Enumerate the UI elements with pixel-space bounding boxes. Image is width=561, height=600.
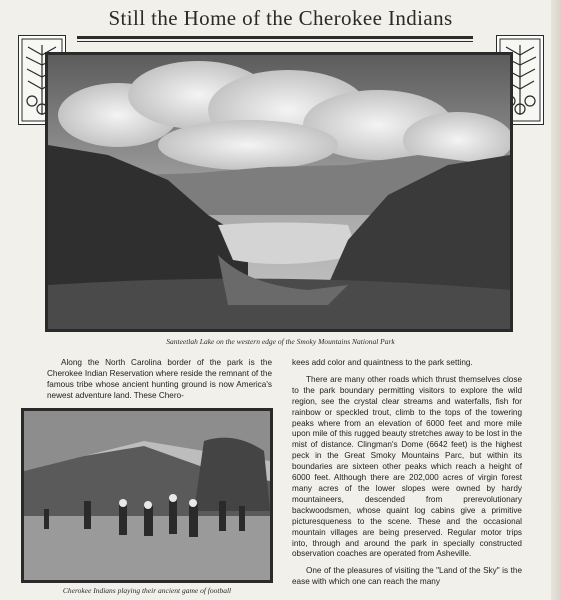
lake-photo [45, 52, 513, 332]
football-photo-caption: Cherokee Indians playing their ancient game of football [62, 586, 232, 595]
right-paragraph-1: kees add color and quaintness to the park setting. [292, 358, 473, 367]
lake-photo-caption: Santeetlah Lake on the western edge of the Smoky Mountains National Park [166, 337, 395, 346]
football-photo [21, 408, 273, 583]
right-paragraph-3: One of the pleasures of visiting the "Land of the Sky" is the ease with which one can reach the many [292, 566, 522, 587]
page-edge [551, 0, 561, 600]
right-column [292, 358, 522, 594]
right-paragraph-2: There are many other roads which thrust themselves close to the park boundary permitting visitors to explore the wild region, see the crystal clear streams and waterfalls, fish for rainbow or speckled trout, climb to the tops of the towering peaks where from an elevation of 6000 feet and more mile upon mile of this rugged beauty stretches away to be lost in the mist of distance. Clingman's Dome (6642 feet) is the highest peck in the Great Smoky Mountains Parc, but within its boundaries are sixteen other peaks which reach a height of 6000 feet. Although there are 202,000 acres of virgin forest many acres of the lower slopes were owned by hardy mountaineers, descended from prerevolutionary backwoodsmen, whose quaint log cabins give a primitive picturesqueness to the scene. These and the occasional mountain villages are being preserved. Regular motor trips into, through and around the park in specially constructed observation coaches are operated from Asheville. [292, 374, 522, 559]
left-paragraph-1: Along the North Carolina border of the park is the Cherokee Indian Reservation where reside the remnant of the famous tribe whose ancient hunting ground is now America's newest adventure land. These Chero- [47, 358, 272, 400]
title-rule [77, 36, 473, 39]
page-title: Still the Home of the Cherokee Indians [108, 6, 453, 30]
title-rule-thin [77, 41, 473, 42]
left-column [47, 358, 272, 408]
